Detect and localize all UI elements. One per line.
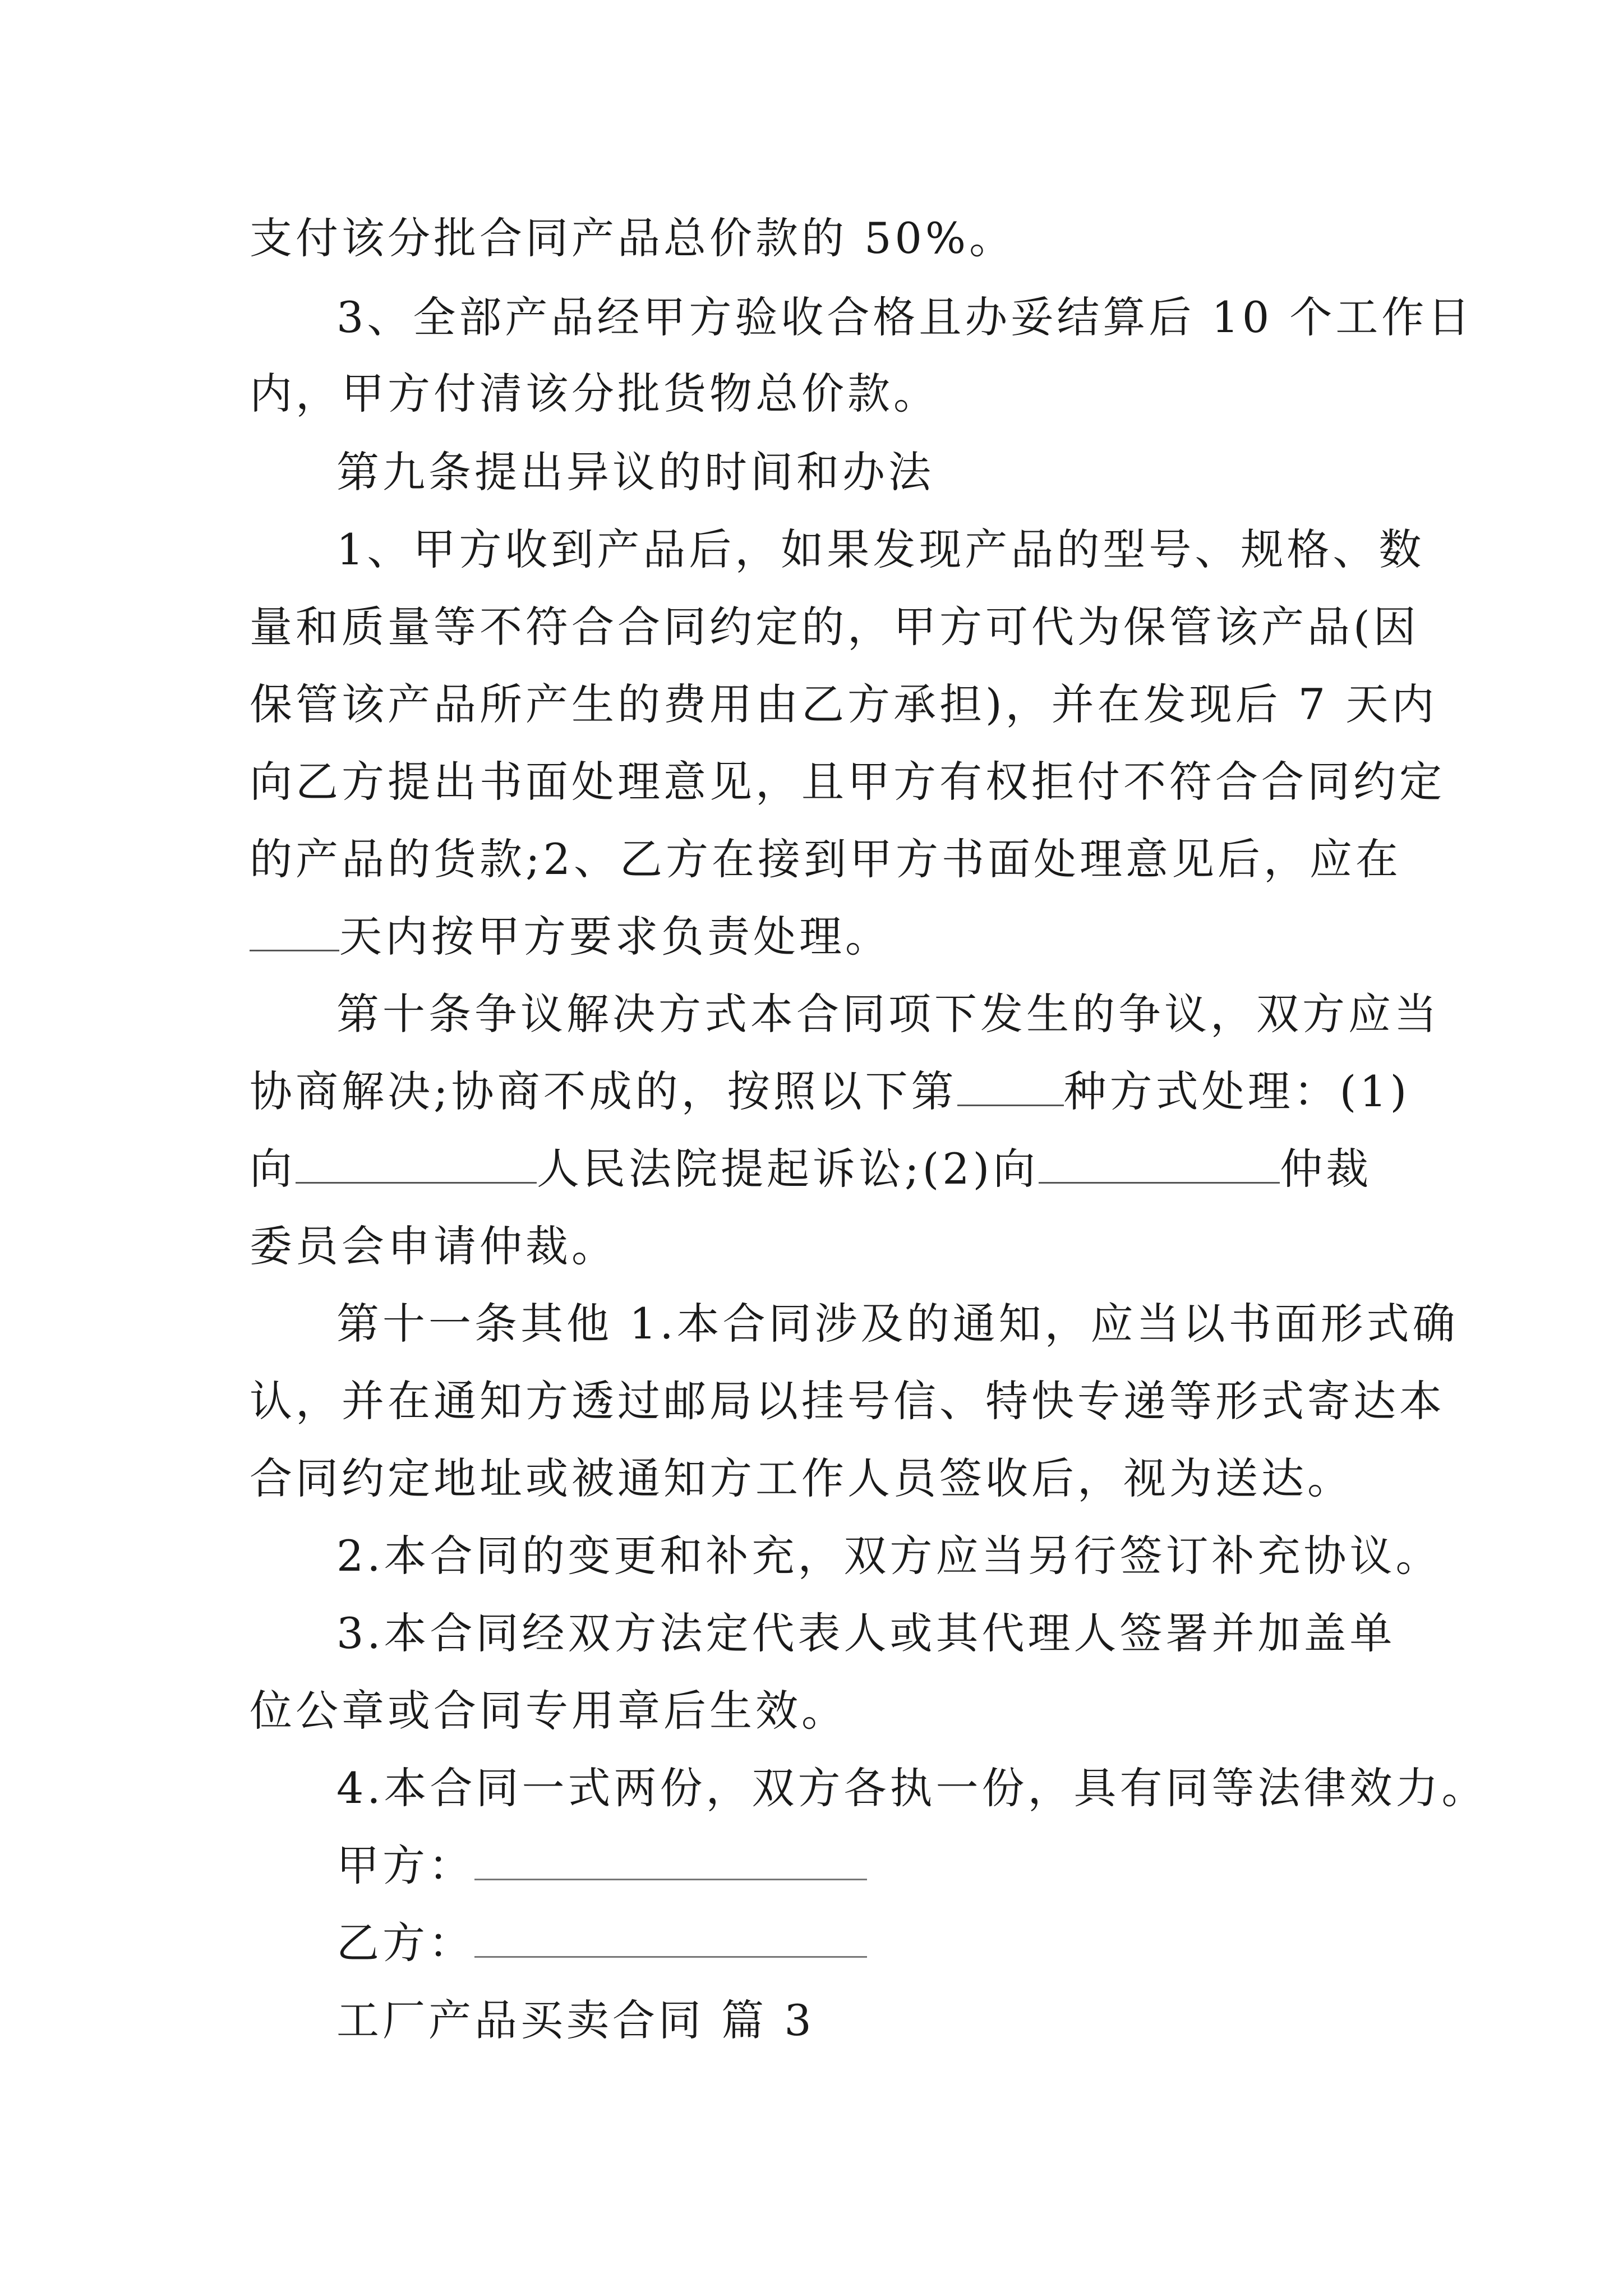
party-b-signature-row: [336, 1904, 867, 1982]
party-a-label: 甲方：: [336, 1841, 474, 1890]
text-line: 保管该产品所产生的费用由乙方承担)，并在发现后 7 天内: [250, 679, 1438, 729]
text-line: 3.本合同经双方法定代表人或其代理人签署并加盖单: [336, 1608, 1396, 1658]
text-segment: 仲裁: [1280, 1144, 1372, 1194]
text-segment: 向: [250, 1144, 296, 1194]
text-line: 1、甲方收到产品后，如果发现产品的型号、规格、数: [336, 524, 1425, 574]
text-segment: 天内按甲方要求负责处理。: [339, 912, 891, 961]
party-a-signature-line: [474, 1838, 867, 1880]
text-line: 3、全部产品经甲方验收合格且办妥结算后 10 个工作日: [336, 292, 1474, 342]
fill-blank: [250, 909, 339, 951]
party-b-signature-line: [474, 1916, 867, 1958]
section-heading: 第十一条其他 1.本合同涉及的通知，应当以书面形式确: [336, 1299, 1459, 1349]
text-line: [250, 898, 891, 976]
text-line: 位公章或合同专用章后生效。: [250, 1686, 847, 1736]
section-heading: 第九条提出异议的时间和办法: [336, 447, 934, 497]
text-line: 内，甲方付清该分批货物总价款。: [250, 369, 939, 418]
text-segment: 协商解决;协商不成的，按照以下第: [250, 1066, 957, 1116]
text-line: 向乙方提出书面处理意见，且甲方有权拒付不符合合同约定: [250, 757, 1445, 807]
text-segment: 种方式处理：(1): [1063, 1066, 1410, 1116]
text-line: 认，并在通知方透过邮局以挂号信、特快专递等形式寄达本: [250, 1376, 1445, 1426]
text-line: 4.本合同一式两份，双方各执一份，具有同等法律效力。: [336, 1763, 1488, 1813]
party-b-label: 乙方：: [336, 1918, 474, 1968]
document-title: 工厂产品买卖合同 篇 3: [336, 1995, 815, 2045]
text-line: 的产品的货款;2、乙方在接到甲方书面处理意见后，应在: [250, 834, 1401, 884]
fill-blank: [957, 1064, 1064, 1106]
text-line: [250, 1052, 1410, 1131]
text-line: 支付该分批合同产品总价款的 50%。: [250, 213, 1016, 263]
text-line: 量和质量等不符合合同约定的，甲方可代为保管该产品(因: [250, 602, 1419, 652]
text-line: 合同约定地址或被通知方工作人员签收后，视为送达。: [250, 1453, 1353, 1503]
fill-blank: [1039, 1142, 1280, 1184]
text-segment: 人民法院提起诉讼;(2)向: [537, 1144, 1039, 1194]
fill-blank: [296, 1142, 537, 1184]
party-a-signature-row: [336, 1826, 867, 1905]
section-heading: 第十条争议解决方式本合同项下发生的争议，双方应当: [336, 989, 1440, 1039]
text-line: 2.本合同的变更和补充，双方应当另行签订补充协议。: [336, 1531, 1442, 1581]
text-line: 委员会申请仲裁。: [250, 1221, 617, 1271]
text-line: [250, 1130, 1372, 1208]
